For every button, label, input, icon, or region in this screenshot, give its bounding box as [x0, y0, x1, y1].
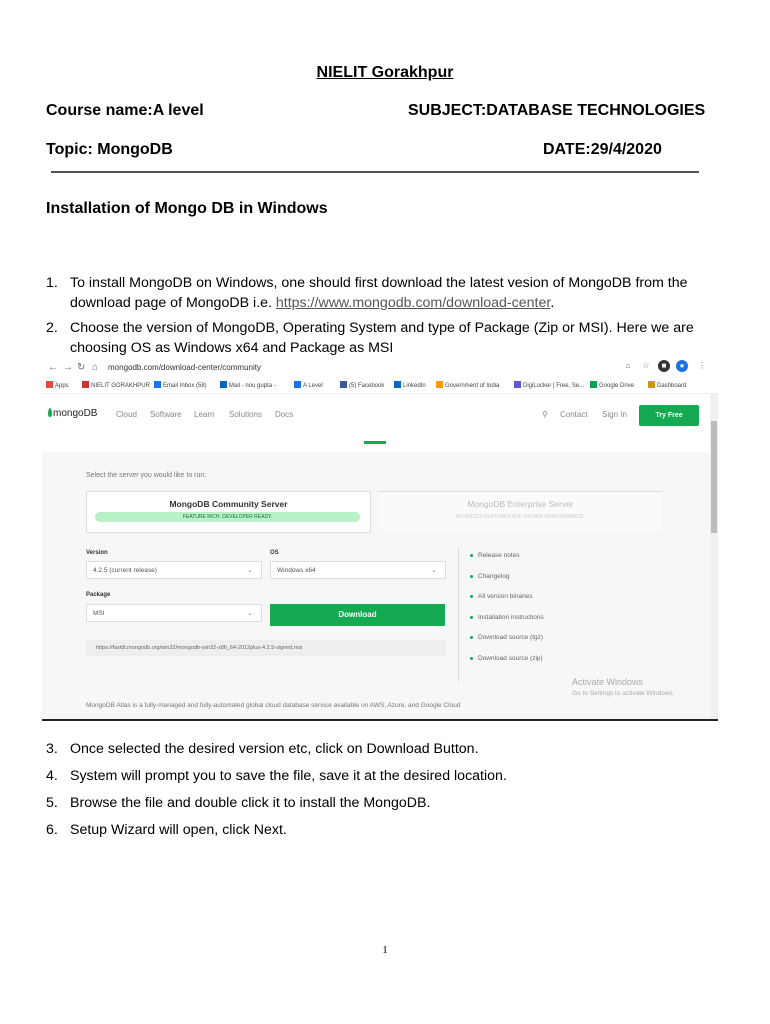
chevron-down-icon: ⌄ — [431, 567, 437, 574]
step-number: 6. — [46, 822, 58, 838]
nav-sign-in[interactable]: Sign In — [602, 410, 627, 419]
tab-enterprise-server[interactable] — [379, 491, 662, 532]
activate-windows-title: Activate Windows — [572, 677, 644, 687]
step-number: 5. — [46, 795, 58, 811]
nav-cloud[interactable]: Cloud — [116, 410, 137, 419]
site-navbar — [42, 395, 710, 435]
nav-software[interactable]: Software — [150, 410, 182, 419]
panel-divider — [458, 547, 459, 682]
home-icon[interactable]: ⌂ — [92, 362, 99, 373]
course-name: Course name:A level — [46, 102, 204, 119]
nav-solutions[interactable]: Solutions — [229, 410, 262, 419]
bookmark-icon — [648, 381, 655, 388]
card-name: MongoDB Enterprise Server — [467, 499, 574, 509]
date: DATE:29/4/2020 — [543, 141, 662, 158]
mail-icon — [220, 381, 227, 388]
site-icon[interactable]: ⌂ — [625, 361, 631, 370]
resource-link-changelog[interactable]: Changelog — [468, 573, 544, 594]
step-text: System will prompt you to save the file, save it at the desired location. — [70, 768, 507, 784]
step-text: Once selected the desired version etc, click on Download Button. — [70, 741, 479, 757]
mongodb-logo[interactable]: mongoDB — [48, 408, 97, 419]
bookmark-item[interactable]: Mail - nou gupta - — [220, 381, 276, 389]
extension-icon[interactable]: ■ — [658, 360, 670, 372]
step-number: 1. — [46, 275, 58, 291]
back-icon[interactable]: ← — [48, 362, 58, 373]
nav-docs[interactable]: Docs — [275, 410, 294, 419]
card-tagline: ADVANCED FEATURES AND HIGHER PERFORMANCE — [455, 514, 584, 520]
facebook-icon — [340, 381, 347, 388]
nav-learn[interactable]: Learn — [194, 410, 215, 419]
topic: Topic: MongoDB — [46, 141, 173, 158]
step-text: Setup Wizard will open, click Next. — [70, 822, 287, 838]
nav-contact[interactable]: Contact — [560, 410, 588, 419]
step-text: To install MongoDB on Windows, one should first download the latest vesion of MongoDB from the download page of MongoDB i.e. https://www.mongodb.com/download-center. — [70, 275, 688, 311]
scrollbar[interactable] — [710, 393, 718, 719]
step-number: 2. — [46, 320, 58, 336]
os-select[interactable]: Windows x64 ⌄ — [270, 561, 446, 579]
download-panel — [42, 452, 710, 719]
active-nav-indicator — [364, 441, 386, 444]
scrollbar-thumb[interactable] — [711, 421, 717, 533]
package-label: Package — [86, 592, 111, 598]
chevron-down-icon: ⌄ — [247, 567, 253, 574]
page-number: 1 — [382, 944, 388, 956]
bookmark-item[interactable]: NIELIT GORAKHPUR — [82, 381, 150, 389]
os-label: OS — [270, 550, 279, 556]
bookmark-item[interactable]: LinkedIn — [394, 381, 426, 389]
mail-icon — [154, 381, 161, 388]
resource-link-all-binaries[interactable]: All version binaries — [468, 593, 544, 614]
star-icon[interactable]: ☆ — [642, 361, 650, 370]
section-title: Installation of Mongo DB in Windows — [46, 200, 328, 217]
step-text: Browse the file and double click it to install the MongoDB. — [70, 795, 431, 811]
resource-link-release-notes[interactable]: Release notes — [468, 552, 544, 573]
step-number: 4. — [46, 768, 58, 784]
activate-windows-subtitle: Go to Settings to activate Windows. — [572, 690, 675, 697]
forward-icon[interactable]: → — [63, 362, 73, 373]
package-select[interactable]: MSI ⌄ — [86, 604, 262, 622]
try-free-button[interactable]: Try Free — [639, 405, 699, 426]
atlas-description: MongoDB Atlas is a fully-managed and fully-automated global cloud database service available on AWS, Azure, and Google Cloud — [86, 702, 461, 709]
version-label: Version — [86, 550, 108, 556]
search-icon[interactable]: ⚲ — [542, 410, 548, 419]
reload-icon[interactable]: ↻ — [77, 362, 86, 373]
step-number: 3. — [46, 741, 58, 757]
url-text[interactable]: mongodb.com/download-center/community — [108, 363, 261, 372]
more-menu-icon[interactable]: ⋮ — [698, 361, 706, 370]
download-button[interactable]: Download — [270, 604, 445, 626]
document-title: NIELIT Gorakhpur — [316, 64, 454, 81]
bookmark-item[interactable]: Email Inbox (58) — [154, 381, 207, 389]
bookmark-item[interactable]: Government of India — [436, 381, 499, 389]
linkedin-icon — [394, 381, 401, 388]
bookmarks-bar — [42, 377, 718, 394]
bookmark-icon — [294, 381, 301, 388]
card-tagline: FEATURE RICH. DEVELOPER READY. — [95, 512, 360, 522]
server-prompt: Select the server you would like to run: — [86, 472, 207, 479]
apps-icon — [46, 381, 53, 388]
header-divider — [51, 171, 699, 173]
resource-link-install-instructions[interactable]: Installation instructions — [468, 614, 544, 635]
bookmark-item[interactable]: Dashboard — [648, 381, 686, 389]
chevron-down-icon: ⌄ — [247, 610, 253, 617]
browser-address-bar — [42, 357, 718, 377]
profile-icon[interactable]: ● — [676, 360, 688, 372]
download-center-link[interactable]: https://www.mongodb.com/download-center — [275, 295, 551, 311]
leaf-icon — [48, 408, 52, 417]
bookmark-item[interactable]: Google Drive — [590, 381, 634, 389]
resources-list — [468, 552, 544, 675]
drive-icon — [590, 381, 597, 388]
version-select[interactable]: 4.2.5 (current release) ⌄ — [86, 561, 262, 579]
resource-link-source-zip[interactable]: Download source (zip) — [468, 655, 544, 676]
subject: SUBJECT:DATABASE TECHNOLOGIES — [408, 102, 706, 119]
bookmark-item[interactable]: A Level — [294, 381, 323, 389]
tab-community-server[interactable] — [86, 491, 371, 533]
card-name: MongoDB Community Server — [169, 499, 288, 509]
step-text: Choose the version of MongoDB, Operating System and type of Package (Zip or MSI). Here we are choosing OS as Windows x64 and Package as MSI — [70, 320, 694, 356]
resource-link-source-tgz[interactable]: Download source (tgz) — [468, 634, 544, 655]
bookmark-icon — [514, 381, 521, 388]
bookmark-icon — [436, 381, 443, 388]
download-url[interactable]: https://fastdl.mongodb.org/win32/mongodb-win32-x86_64-2012plus-4.2.5-signed.msi — [86, 640, 446, 656]
bookmark-item[interactable]: (5) Facebook — [340, 381, 384, 389]
bookmark-icon — [82, 381, 89, 388]
bookmark-item[interactable]: Apps — [46, 381, 69, 389]
bookmark-item[interactable]: DigiLocker | Free, Se... — [514, 381, 584, 389]
browser-screenshot — [42, 357, 718, 721]
